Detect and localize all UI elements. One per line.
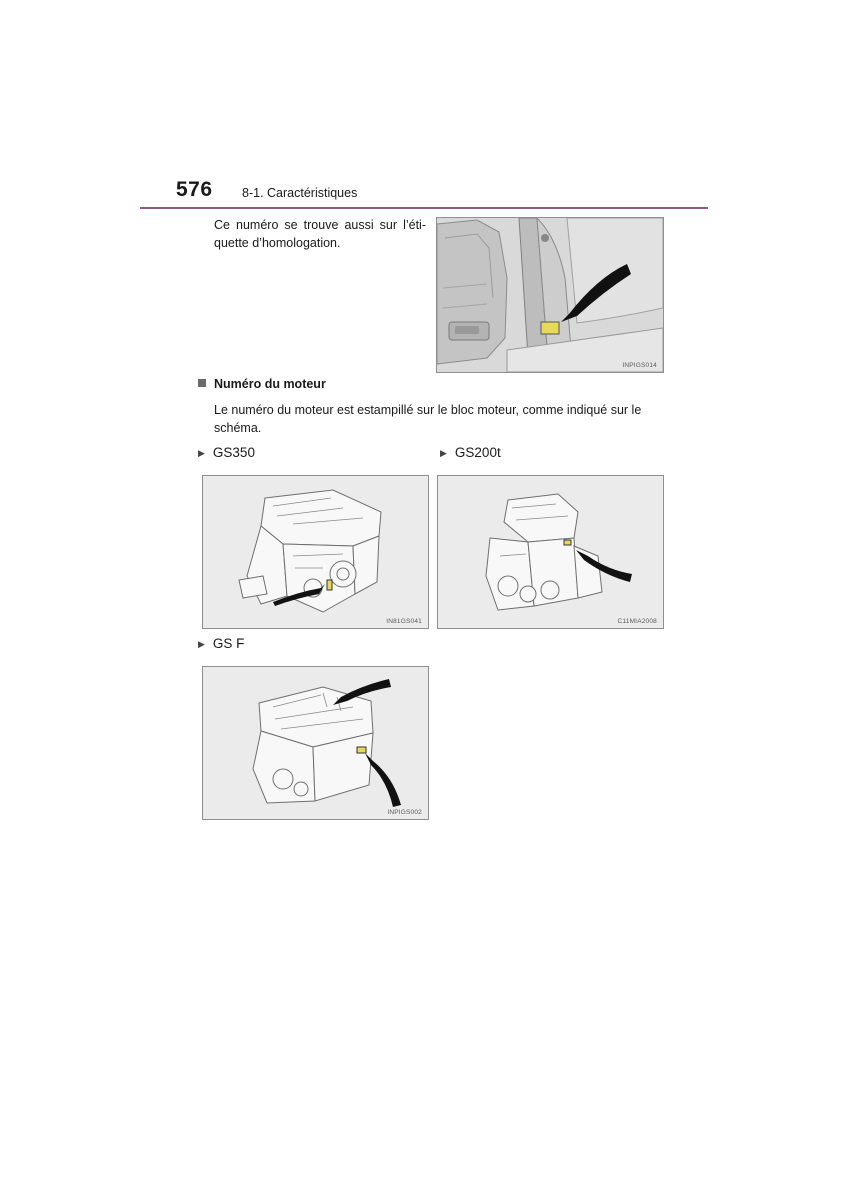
variant-gsf: ▶ GS F	[198, 636, 245, 651]
gs350-engine-figure	[202, 475, 429, 629]
figure-code: INPIGS002	[387, 809, 422, 816]
section-title: 8-1. Caractéristiques	[242, 186, 358, 200]
figure-code: INPIGS014	[622, 362, 657, 369]
variant-gs200t: ▶ GS200t	[440, 445, 501, 460]
engine-gsf-illustration	[203, 667, 428, 819]
triangle-bullet-icon: ▶	[198, 448, 205, 458]
triangle-bullet-icon: ▶	[198, 639, 205, 649]
triangle-bullet-icon: ▶	[440, 448, 447, 458]
header-divider	[140, 207, 708, 209]
engine-gs200t-illustration	[438, 476, 663, 628]
figure-code: IN81GS041	[386, 618, 422, 625]
square-bullet-icon	[198, 379, 206, 387]
engine-gs350-illustration	[203, 476, 428, 628]
door-pillar-figure	[436, 217, 664, 373]
homologation-note: Ce numéro se trouve aussi sur l’étiquette d’homologation.	[214, 218, 426, 250]
door-pillar-label-illustration	[437, 218, 663, 372]
engine-number-heading: Numéro du moteur	[198, 377, 326, 391]
gsf-engine-figure	[202, 666, 429, 820]
engine-number-text: Le numéro du moteur est estampillé sur le bloc moteur, comme indiqué sur le schéma.	[214, 403, 642, 435]
figure-code: C11MIA2008	[617, 618, 657, 625]
gs200t-engine-figure	[437, 475, 664, 629]
variant-gs350: ▶ GS350	[198, 445, 255, 460]
page-number: 576	[176, 178, 213, 201]
